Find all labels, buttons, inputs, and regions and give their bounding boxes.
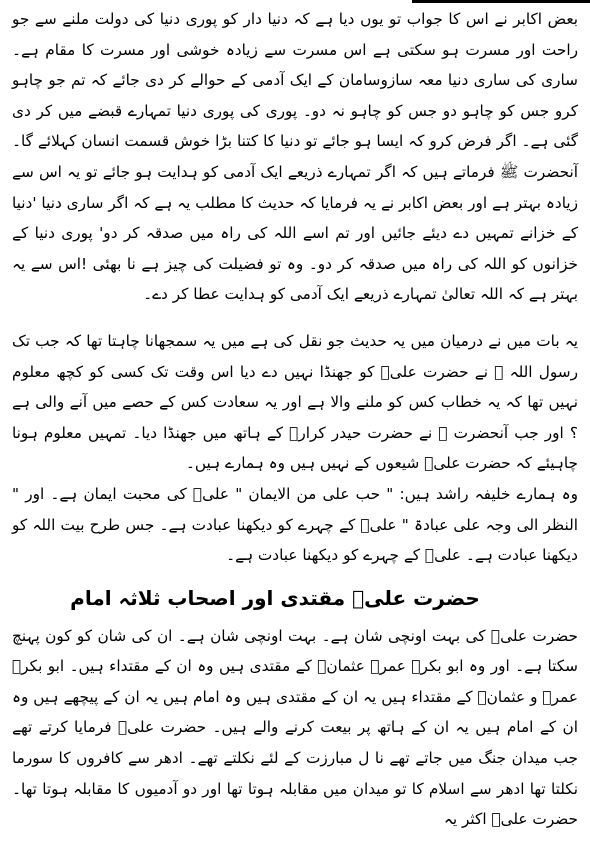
section-heading: حضرت علیؓ مقتدی اور اصحاب ثلاثہ امام (70, 585, 480, 610)
paragraph-4: حضرت علیؓ کی بہت اونچی شان ہے۔ بہت اونچی شان ہے۔ ان کی شان کو کون پہنچ سکتا ہے۔ اور وہ ابو بکرؓ عمرؓ عثمانؓ کے مقتدی ہیں وہ ان کے مقتداء ہیں۔ ابو بکرؓ عمرؓ و عثمانؓ کے مقتداء ہیں یہ ان کے مقتدی ہیں وہ امام ہیں یہ ان کے پیچھے ہیں وہ ان کے امام ہیں یہ ان کے ہاتھ پر بیعت کرنے والے ہیں۔ حضرت علیؓ فرمایا کرتے تھے جب میدان جنگ میں جاتے تھے نا ل مبارزت کے لئے نکلتے تھے۔ ادھر سے کافروں کا سورما نکلتا تھا ادھر سے اسلام کا تو میدان میں مقابلہ ہوتا تھا اور دو آدمیوں کا مقابلہ ہوتا تھا۔ حضرت علیؓ اکثر یہ (12, 626, 578, 829)
paragraph-1: بعض اکابر نے اس کا جواب تو یوں دیا ہے کہ دنیا دار کو پوری دنیا کی دولت ملنے سے جو راحت اور مسرت ہو سکتی ہے اس مسرت سے زیادہ خوشی اور مسرت کا مقام ہے۔ ساری کی ساری دنیا معہ سازوسامان کے ایک آدمی کے حوالے کر دی جائے کہ تم جو چاہو کرو جس کو چاہو دو جس کو چاہو نہ دو۔ پوری کی پوری دنیا تمہارے قبضے میں کر دی گئی ہے۔ اگر فرض کرو کہ ایسا ہو جائے تو دنیا کا کتنا بڑا خوش قسمت انسان کہلائے گا۔ آنحضرت ﷺ فرماتے ہیں کہ اگر تمہارے ذریعے ایک آدمی کو ہدایت ہو جائے تو یہ اس سے زیادہ بہتر ہے اور بعض اکابر نے یہ فرمایا کہ حدیث کا مطلب یہ ہے کہ اگر ساری دنیا 'دنیا کے خزانے تمہیں دے دیئے جائیں اور تم اسے اللہ کی راہ میں صدقہ کر دو' پوری دنیا کے خزانوں کو اللہ کی راہ میں صدقہ کر دو۔ وہ تو فضیلت کی چیز ہے نا بھئی !اس سے یہ بہتر ہے کہ اللہ تعالیٰ تمہارے ذریعے ایک آدمی کو ہدایت عطا کر دے۔ (12, 10, 578, 304)
top-rule (412, 0, 590, 3)
paragraph-3: وہ ہمارے خلیفہ راشد ہیں: " حب علی من الایمان " علیؓ کی محبت ایمان ہے۔ اور " النظر الی وجہ علی عبادۃ " علیؓ کے چہرے کو دیکھنا عبادت ہے۔ جس طرح بیت اللہ کو دیکھنا عبادت ہے۔ علیؓ کے چہرے کو دیکھنا عبادت ہے۔ (12, 484, 578, 565)
paragraph-2: یہ بات میں نے درمیان میں یہ حدیث جو نقل کی ہے میں یہ سمجھانا چاہتا تھا کہ جب تک رسول اللہ ﷺ نے حضرت علیؓ کو جھنڈا نہیں دے دیا اس وقت تک کسی کو کچھ معلوم نہیں تھا کہ یہ خطاب کس کو ملنے والا ہے اور یہ سعادت کس کے حصے میں آنے والی ہے ؟ اور جب آنحضرت ﷺ نے حضرت حیدر کرارؓ کے ہاتھ میں جھنڈا دیا۔ تمہیں معلوم ہونا چاہیئے کہ حضرت علیؓ شیعوں کے نہیں ہیں وہ ہمارے ہیں۔ (12, 331, 578, 473)
